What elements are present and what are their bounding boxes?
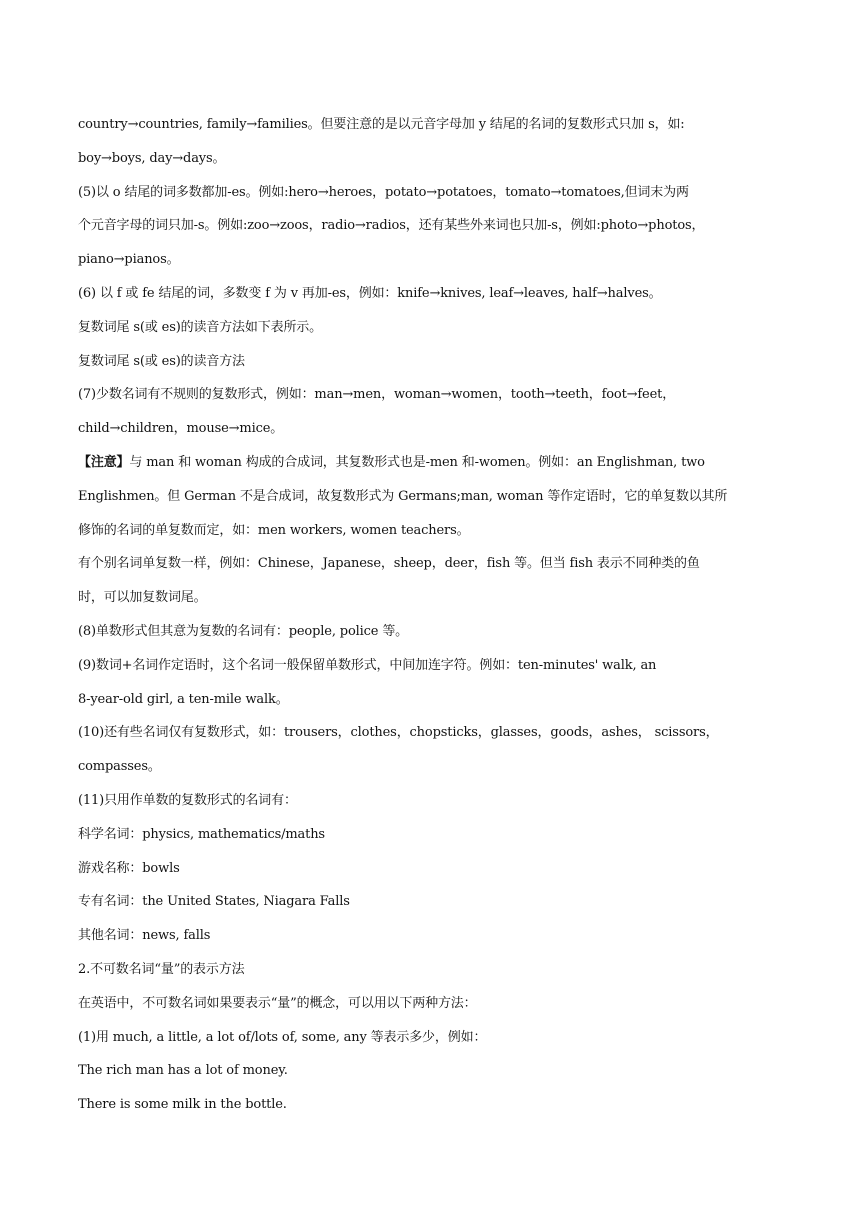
- text-line: 修饰的名词的单复数而定，如：men workers, women teachers。: [78, 522, 470, 538]
- text-line: 复数词尾 s(或 es)的读音方法: [78, 353, 245, 369]
- text-line: compasses。: [78, 759, 161, 775]
- text-line: (5)以 o 结尾的词多数都加-es。例如:hero→heroes，potato→potatoes，tomato→tomatoes,但词末为两: [78, 184, 689, 200]
- text-line: 科学名词：physics, mathematics/maths: [78, 826, 325, 842]
- text-line: 有个别名词单复数一样，例如：Chinese，Japanese，sheep，deer，fish 等。但当 fish 表示不同种类的鱼: [78, 556, 700, 572]
- text-line: Englishmen。但 German 不是合成词，故复数形式为 Germans;man, woman 等作定语时，它的单复数以其所: [78, 488, 728, 504]
- text-line: (8)单数形式但其意为复数的名词有：people, police 等。: [78, 623, 409, 639]
- text-line: 游戏名称：bowls: [78, 860, 180, 876]
- text-line: piano→pianos。: [78, 252, 180, 268]
- text-line: (1)用 much, a little, a lot of/lots of, some, any 等表示多少，例如：: [78, 1029, 487, 1045]
- note-line: [78, 446, 790, 480]
- note-label: 【注意】: [78, 454, 130, 470]
- section-heading: 2.不可数名词“量”的表示方法: [78, 961, 245, 977]
- text-line: 时，可以加复数词尾。: [78, 590, 207, 606]
- text-line: 复数词尾 s(或 es)的读音方法如下表所示。: [78, 319, 322, 335]
- text-line: (11)只用作单数的复数形式的名词有：: [78, 792, 297, 808]
- text-line: 其他名词：news, falls: [78, 928, 211, 944]
- text-line: 在英语中，不可数名词如果要表示“量”的概念，可以用以下两种方法：: [78, 995, 477, 1011]
- text-line: (7)少数名词有不规则的复数形式，例如：man→men，woman→women，tooth→teeth，foot→feet，: [78, 387, 676, 403]
- text-line: boy→boys, day→days。: [78, 150, 226, 166]
- text-line: (10)还有些名词仅有复数形式，如：trousers，clothes，chopsticks，glasses，goods，ashes， scissors，: [78, 725, 719, 741]
- text-line: 个元音字母的词只加-s。例如:zoo→zoos，radio→radios，还有某些外来词也只加-s，例如:photo→photos，: [78, 218, 705, 234]
- text-line: (9)数词+名词作定语时，这个名词一般保留单数形式，中间加连字符。例如：ten-minutes' walk, an: [78, 657, 657, 673]
- text-line: 8-year-old girl, a ten-mile walk。: [78, 691, 289, 707]
- document-page: [78, 108, 790, 1122]
- text-line: 专有名词：the United States, Niagara Falls: [78, 894, 350, 910]
- text-line: country→countries, family→families。但要注意的是以元音字母加 y 结尾的名词的复数形式只加 s，如:: [78, 117, 685, 132]
- text-line: child→children，mouse→mice。: [78, 421, 284, 437]
- note-text: 与 man 和 woman 构成的合成词，其复数形式也是-men 和-women。例如：an Englishman, two: [129, 454, 705, 470]
- example-sentence: The rich man has a lot of money.: [78, 1063, 288, 1079]
- example-sentence: There is some milk in the bottle.: [78, 1097, 287, 1113]
- text-line: (6) 以 f 或 fe 结尾的词，多数变 f 为 v 再加-es，例如：knife→knives, leaf→leaves, half→halves。: [78, 285, 662, 301]
